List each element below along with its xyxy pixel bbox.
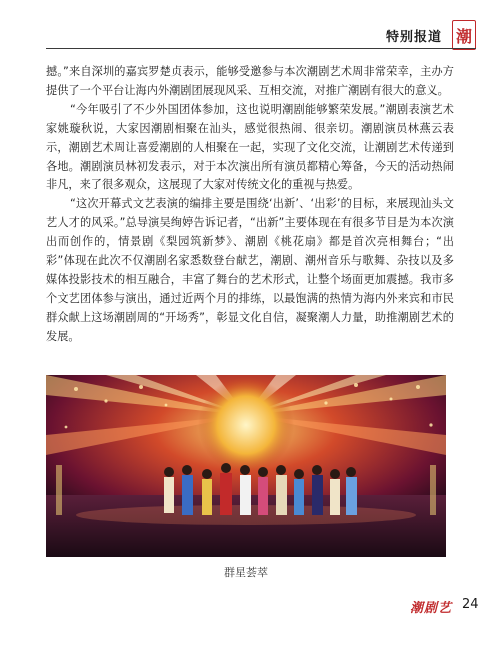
seal-logo-icon: 潮 [452,20,476,50]
paragraph-2: “今年吸引了不少外国团体参加，这也说明潮剧能够繁荣发展。”潮剧表演艺术家姚璇秋说，大家因潮剧相聚在汕头，感觉很热闹、很亲切。潮剧演员林燕云表示，潮剧艺术周让喜爱潮剧的人相聚在一起，实现了文化交流，让潮剧艺术传递到各地。潮剧演员林初发表示，对于本次演出所有演员都精心筹备，今天的活动热闹非凡，来了很多观众，这展现了大家对传统文化的重视与热爱。 [46,102,454,192]
stage-photo [46,375,446,557]
article-body [46,63,454,347]
section-title: 特别报道 [385,30,442,45]
magazine-logo-icon: 潮剧艺 [410,601,453,616]
paragraph-3: “这次开幕式文艺表演的编排主要是围绕‘出新’、‘出彩’的目标，来展现汕头文艺人才的风采。”总导演吴绚婷告诉记者，“出新”主要体现在有很多节目是为本次演出而创作的，情景剧《梨园筑新梦》、潮剧《桃花扇》都是首次亮相舞台；“出彩”体现在此次不仅潮剧名家悉数登台献艺，潮剧、潮州音乐与歌舞、杂技以及多媒体投影技术的相互融合，丰富了舞台的艺术形式，让整个场面更加震撼。我市多个文艺团体参与演出，通过近两个月的排练，以最饱满的热情为海内外来宾和市民群众献上这场潮剧周的“开场秀”，彰显文化自信，凝聚潮人力量，助推潮剧艺术的发展。 [46,197,454,343]
photo-caption: 群星荟萃 [224,566,268,579]
page-number: 24 [462,597,479,612]
header-divider [46,48,476,49]
page-header [46,26,476,46]
paragraph-1: 撼。”来自深圳的嘉宾罗楚贞表示，能够受邀参与本次潮剧艺术周非常荣幸，主办方提供了一个平台让海内外潮剧团展现风采、互相交流，对推广潮剧有很大的意义。 [46,65,454,97]
